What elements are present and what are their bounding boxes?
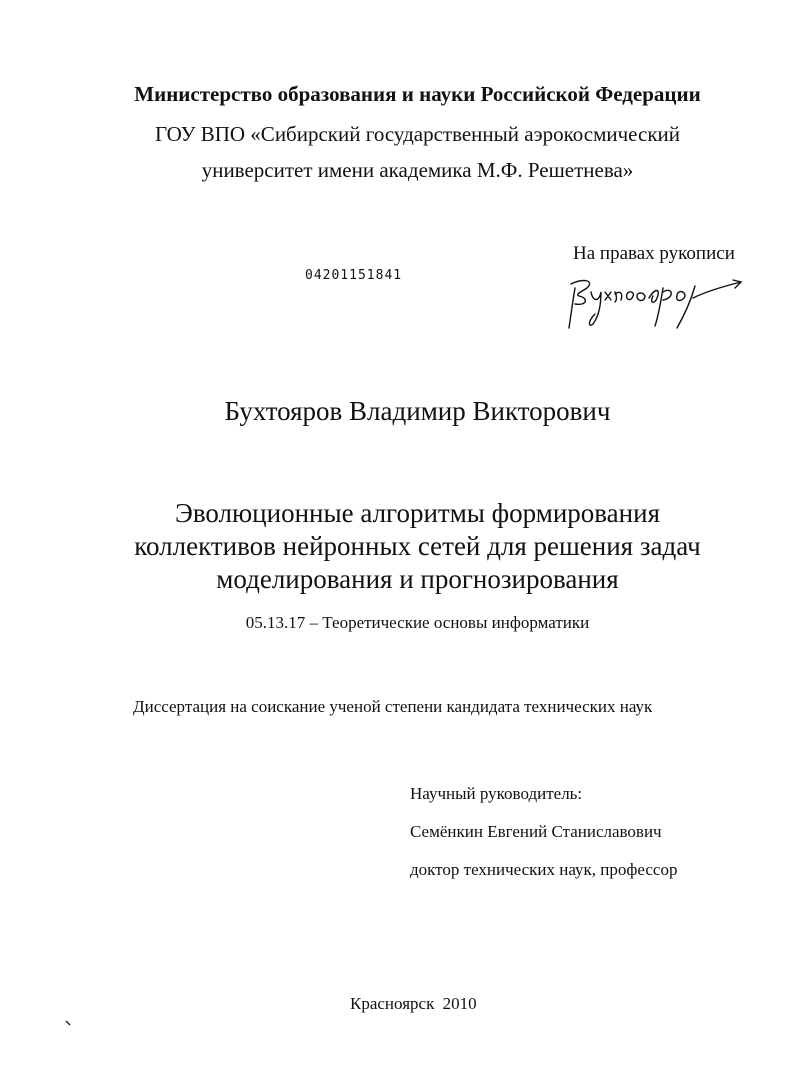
supervisor-name: Семёнкин Евгений Станиславович [410, 822, 662, 841]
rights-notice: На правах рукописи [573, 243, 735, 264]
degree-statement: Диссертация на соискание ученой степени кандидата технических наук [133, 697, 653, 716]
title-line-2: коллективов нейронных сетей для решения задач [134, 531, 701, 561]
author-name: Бухтояров Владимир Викторович [224, 396, 611, 426]
ministry-heading: Министерство образования и науки Российской Федерации [134, 82, 701, 106]
specialty-code: 05.13.17 – Теоретические основы информатики [245, 613, 590, 632]
title-line-1: Эволюционные алгоритмы формирования [175, 498, 660, 528]
title-line-3: моделирования и прогнозирования [216, 564, 619, 594]
supervisor-title: доктор технических наук, профессор [410, 860, 678, 879]
signature-icon [565, 270, 745, 332]
supervisor-label: Научный руководитель: [410, 784, 583, 803]
city-year: Красноярск 2010 [350, 994, 477, 1013]
document-code: 04201151841 [305, 268, 403, 283]
dissertation-title [20, 497, 795, 596]
university-line-2: университет имени академика М.Ф. Решетнева» [201, 158, 634, 182]
university-line-1: ГОУ ВПО «Сибирский государственный аэрокосмический [155, 122, 680, 146]
scan-speck [65, 1013, 71, 1019]
